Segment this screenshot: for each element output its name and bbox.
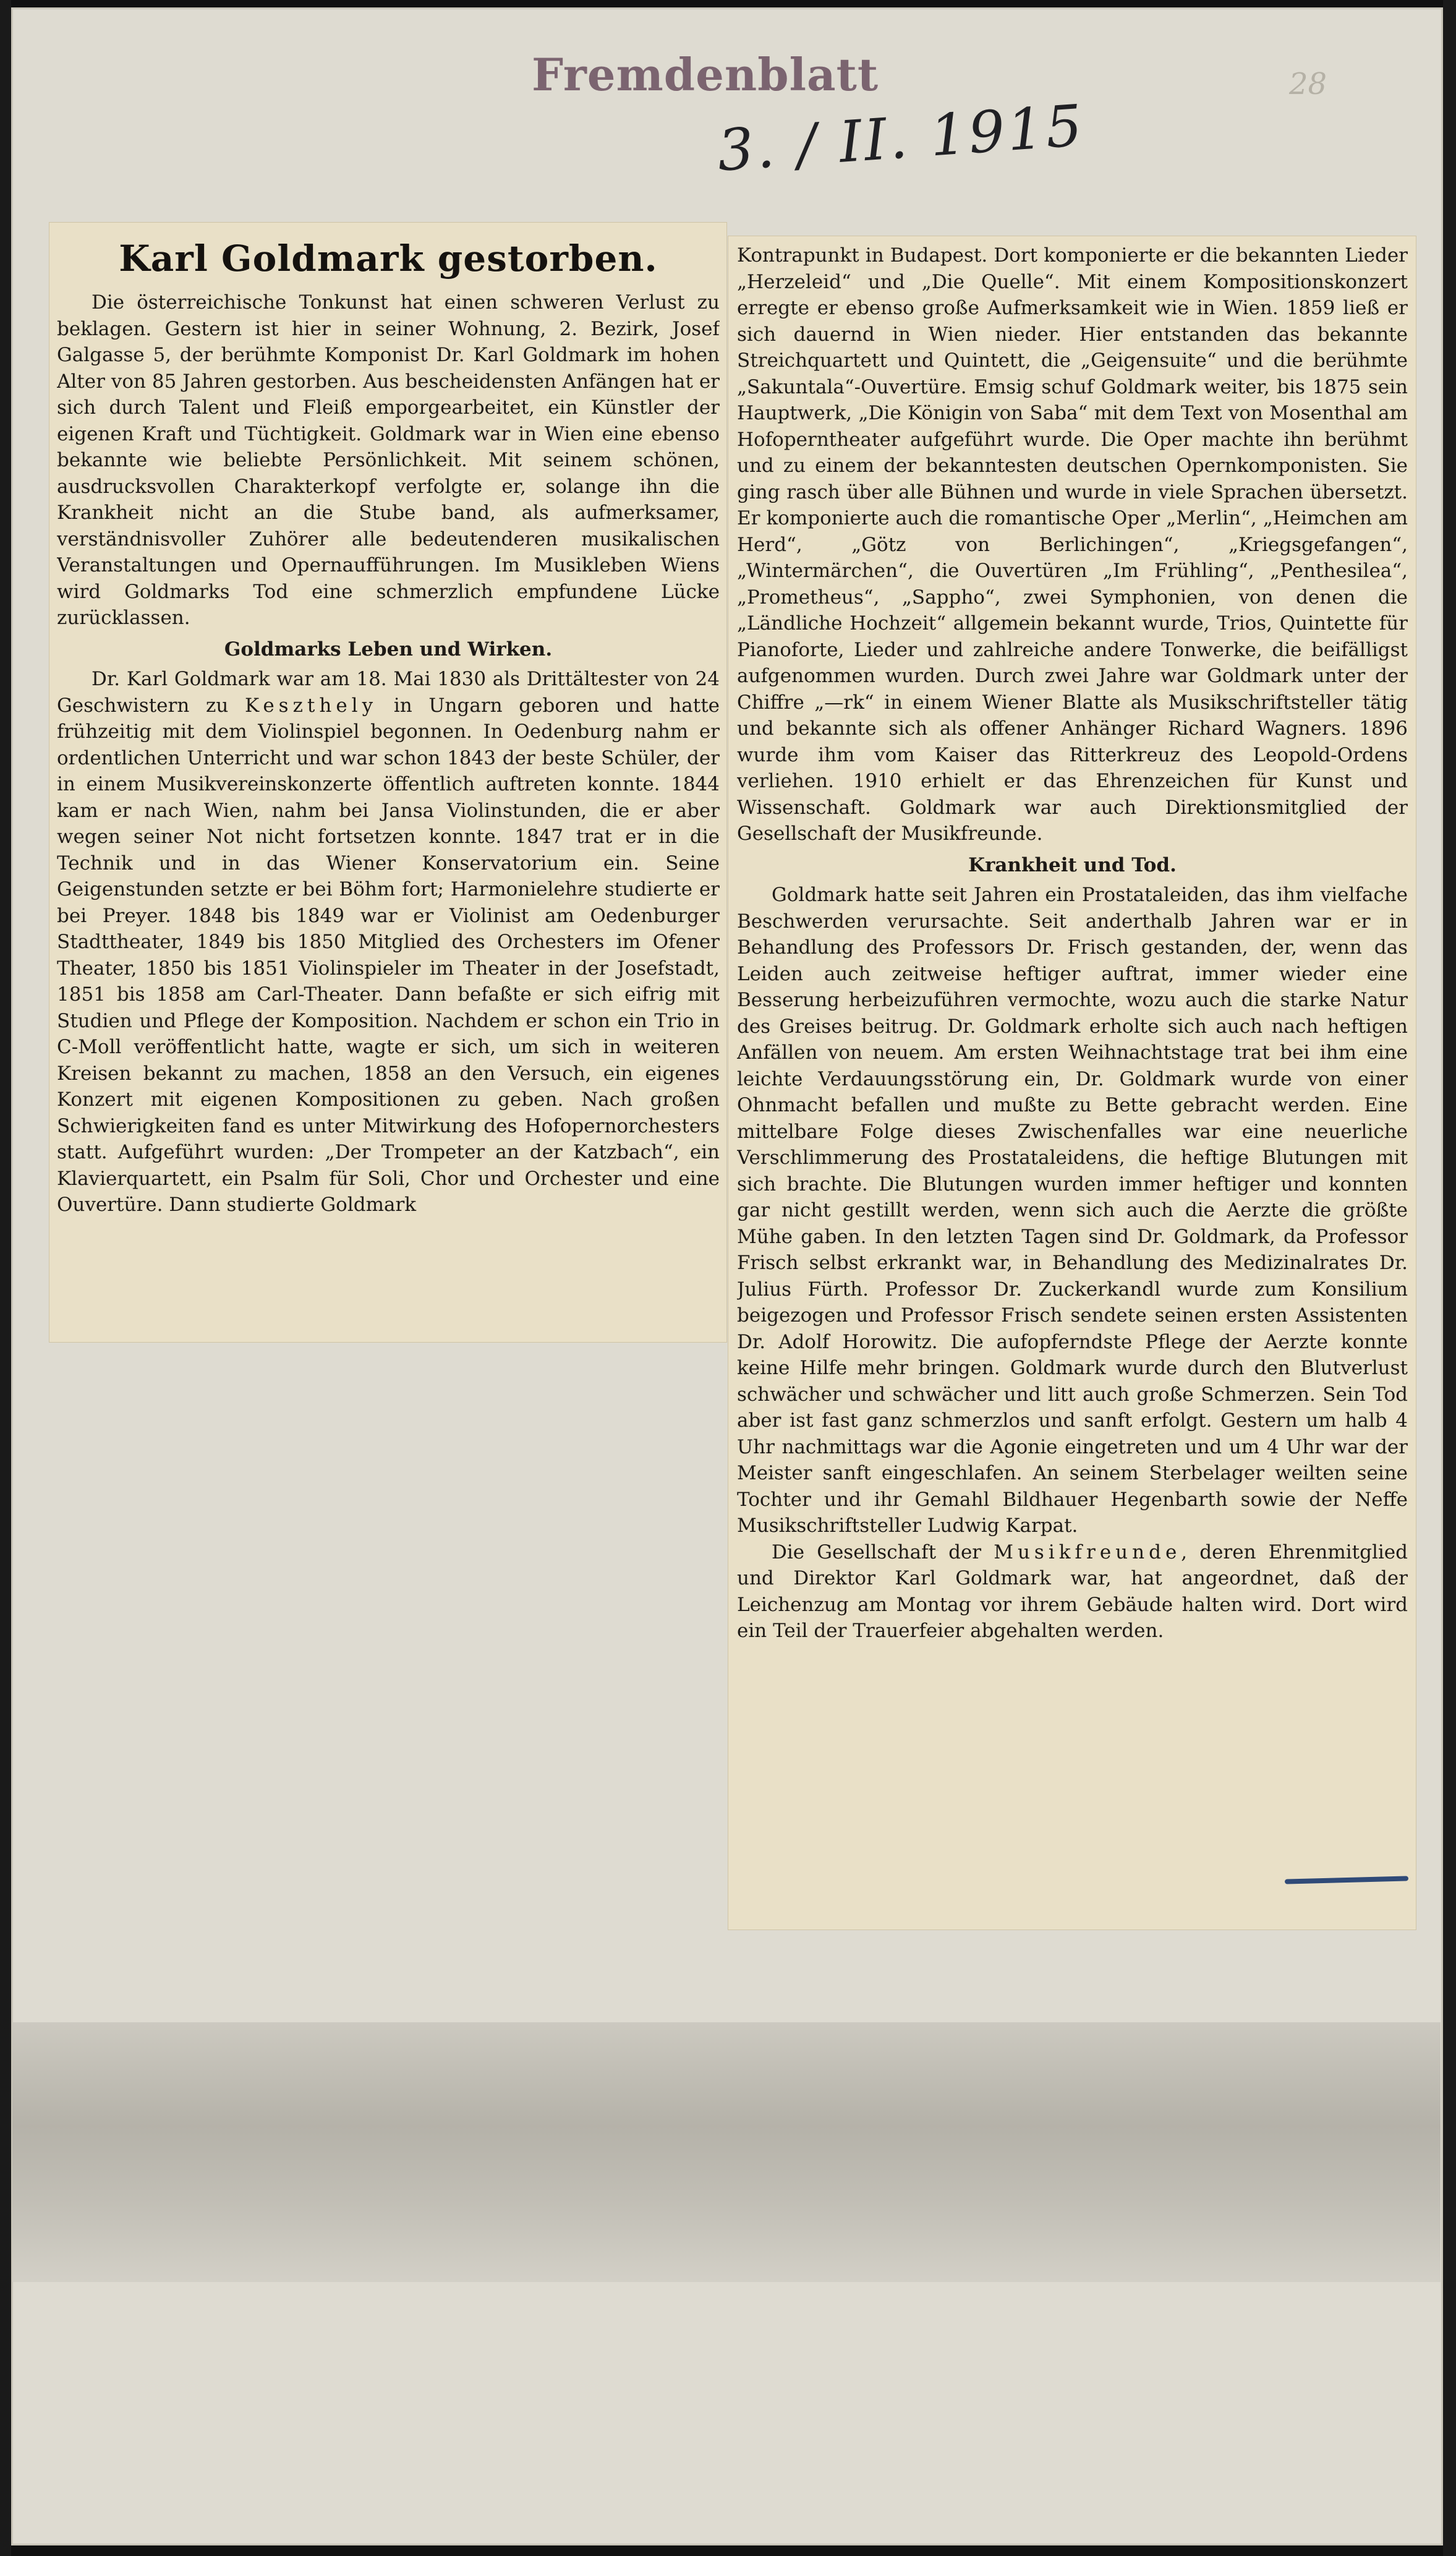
funeral-paragraph [737, 1539, 1408, 1644]
left-edge [0, 0, 11, 2556]
life-paragraph-continued: Kontrapunkt in Budapest. Dort komponierte er die bekannten Lieder „Herzeleid“ und „Die Quelle“. Mit einem Kompositionskonzert erregte er ebenso große Aufmerksamkeit wie in Wien. 1859 ließ er sich dauernd in Wien nieder. Hier entstanden das bekannte Streichquartett und Quintett, die „Geigensuite“ und die berühmte „Sakuntala“-Ouvertüre. Emsig schuf Goldmark weiter, bis 1875 sein Hauptwerk, „Die Königin von Saba“ mit dem Text von Mosenthal am Hofoperntheater aufgeführt wurde. Die Oper machte ihn berühmt und zu einem der bekanntesten deutschen Opernkomponisten. Sie ging rasch über alle Bühnen und wurde in viele Sprachen übersetzt. Er komponierte auch die romantische Oper „Merlin“, „Heimchen am Herd“, „Götz von Berlichingen“, „Kriegsgefangen“, „Wintermärchen“, die Ouvertüren „Im Frühling“, „Penthesilea“, „Prometheus“, „Sappho“, zwei Symphonien, von denen die „Ländliche Hochzeit“ allgemein bekannt wurde, Trios, Quintette für Pianoforte, Lieder und zahlreiche andere Tonwerke, die beifälligst aufgenommen wurden. Durch zwei Jahre war Goldmark unter der Chiffre „—rk“ in einem Wiener Blatte als Musikschriftsteller tätig und bekannte sich als offener Anhänger Richard Wagners. 1896 wurde ihm vom Kaiser das Ritterkreuz des Leopold-Ordens verliehen. 1910 erhielt er das Ehrenzeichen für Kunst und Wissenschaft. Goldmark war auch Direktionsmitglied der Gesellschaft der Musikfreunde. [737, 244, 1408, 845]
funeral-paragraph-start: Die Gesellschaft der [772, 1541, 982, 1563]
scan-shadow-band [12, 2022, 1441, 2282]
section-title-illness: Krankheit und Tod. [968, 853, 1177, 876]
article-headline: Karl Goldmark gestorben. [119, 237, 658, 280]
page-number-mark: 28 [1289, 67, 1327, 101]
article-column-left [57, 230, 720, 1337]
life-paragraph [57, 666, 720, 1218]
article-intro: Die österreichische Tonkunst hat einen schweren Verlust zu beklagen. Gestern ist hier in seiner Wohnung, 2. Bezirk, Josef Galgasse 5, der berühmte Komponist Dr. Karl Goldmark im hohen Alter von 85 Jahren gestorben. Aus bescheidensten Anfängen hat er sich durch Talent und Fleiß emporgearbeitet, ein Künstler der eigenen Kraft und Tüchtigkeit. Goldmark war in Wien eine ebenso bekannte wie beliebte Persönlichkeit. Mit seinem schönen, ausdrucksvollen Charakterkopf verfolgte er, solange ihn die Krankheit nicht an die Stube band, als aufmerksamer, verständnisvoller Zuhörer alle bedeutenderen musikalischen Veranstaltungen und Opernaufführungen. Im Musikleben Wiens wird Goldmarks Tod eine schmerzlich empfundene Lücke zurücklassen. [57, 291, 720, 629]
funeral-paragraph-rest: , deren Ehrenmitglied und Direktor Karl Goldmark war, hat angeordnet, daß der Leichenzug am Montag vor ihrem Gebäude halten wird. Dort wird ein Teil der Trauerfeier abgehalten werden. [737, 1541, 1408, 1642]
life-paragraph-start: Dr. Karl Goldmark war am 18. Mai 1830 als Drittältester von 24 Geschwistern zu [57, 668, 720, 717]
article-column-right [737, 242, 1408, 1925]
right-edge [1443, 0, 1456, 2556]
life-paragraph-rest: in Ungarn geboren und hatte frühzeitig mit dem Violinspiel begonnen. In Oedenburg nahm er ordentlichen Unterricht und war schon 1843 der beste Schüler, der in einem Musikvereinskonzerte öffentlich auftreten konnte. 1844 kam er nach Wien, nahm bei Jansa Violinstunden, die er aber wegen seiner Not nicht fortsetzen konnte. 1847 trat er in die Technik und in das Wiener Konservatorium ein. Seine Geigenstunden setzte er bei Böhm fort; Harmonielehre studierte er bei Preyer. 1848 bis 1849 war er Violinist am Oedenburger Stadttheater, 1849 bis 1850 Mitglied des Orchesters im Ofener Theater, 1850 bis 1851 Violinspieler im Theater in der Josefstadt, 1851 bis 1858 am Carl-Theater. Dann befaßte er sich eifrig mit Studien und Pflege der Komposition. Nachdem er schon ein Trio in C-Moll veröffentlicht hatte, wagte er sich, um sich in weiteren Kreisen bekannt zu machen, 1858 an den Versuch, ein eigenes Konzert mit eigenen Kompositionen zu geben. Nach großen Schwierigkeiten fand es unter Mitwirkung des Hofopernorchesters statt. Aufgeführt wurden: „Der Trompeter an der Katzbach“, ein Klavierquartett, ein Psalm für Soli, Chor und Orchester und eine Ouvertüre. Dann studierte Goldmark [57, 694, 720, 1216]
section-title-life: Goldmarks Leben und Wirken. [224, 638, 553, 660]
newspaper-stamp: Fremdenblatt [532, 48, 879, 101]
handwritten-date: 3. / II. 1915 [715, 92, 1087, 184]
birthplace: Keszthely [245, 694, 378, 717]
illness-paragraph: Goldmark hatte seit Jahren ein Prostataleiden, das ihm vielfache Beschwerden verursachte. Seit anderthalb Jahren war er in Behandlung des Professors Dr. Frisch gestanden, der, wenn das Leiden auch zeitweise heftiger auftrat, immer wieder eine Besserung herbeizuführen vermochte, wozu auch die starke Natur des Greises beitrug. Dr. Goldmark erholte sich auch nach heftigen Anfällen von neuem. Am ersten Weihnachtstage trat bei ihm eine leichte Verdauungsstörung ein, Dr. Goldmark wurde von einer Ohnmacht befallen und mußte zu Bette gebracht werden. Eine mittelbare Folge dieses Zwischenfalles war eine neuerliche Verschlimmerung des Prostataleidens, die heftige Blutungen mit sich brachte. Die Blutungen wurden immer heftiger und konnten gar nicht gestillt werden, wenn sich auch die Aerzte die größte Mühe gaben. In den letzten Tagen sind Dr. Goldmark, da Professor Frisch selbst erkrankt war, in Behandlung des Medizinalrates Dr. Julius Fürth. Professor Dr. Zuckerkandl wurde zum Konsilium beigezogen und Professor Frisch sendete seinen ersten Assistenten Dr. Adolf Horowitz. Die aufopferndste Pflege der Aerzte konnte keine Hilfe mehr bringen. Goldmark wurde durch den Blutverlust schwächer und schwächer und litt auch große Schmerzen. Sein Tod aber ist fast ganz schmerzlos und sanft erfolgt. Gestern um halb 4 Uhr nachmittags war die Agonie eingetreten und um 4 Uhr war der Meister sanft eingeschlafen. An seinem Sterbelager weilten seine Tochter und ihr Gemahl Bildhauer Hegenbarth sowie der Neffe Musikschriftsteller Ludwig Karpat. [737, 884, 1408, 1537]
society-name: Musikfreunde [994, 1541, 1181, 1563]
